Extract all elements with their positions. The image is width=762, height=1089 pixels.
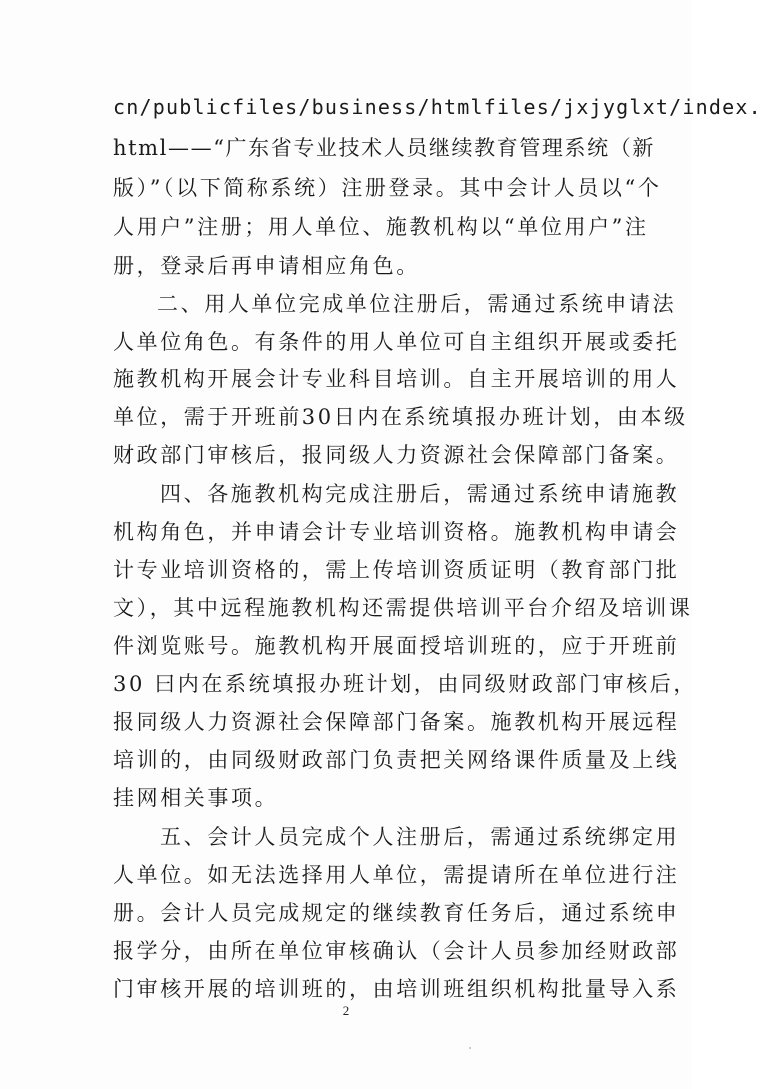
paragraph-5-start: 五、会计人员完成个人注册后，需通过系统绑定用 bbox=[160, 825, 680, 849]
text-line-14: 文），其中远程施教机构还需提供培训平台介绍及培训课 bbox=[113, 596, 693, 620]
paragraph-2-start: 二、用人单位完成单位注册后，需通过系统申请法 bbox=[157, 292, 677, 316]
text-line-21: 人单位。如无法选择用人单位，需提请所在单位进行注 bbox=[113, 863, 680, 887]
text-line-4: 人用户”注册；用人单位、施教机构以“单位用户”注 bbox=[113, 215, 649, 239]
text-line-9: 单位，需于开班前30日内在系统填报办班计划，由本级 bbox=[113, 405, 688, 429]
text-line-12: 机构角色，并申请会计专业培训资格。施教机构申请会 bbox=[113, 520, 680, 544]
text-line-8: 施教机构开展会计专业科目培训。自主开展培训的用人 bbox=[113, 367, 680, 391]
text-line-19: 挂网相关事项。 bbox=[113, 786, 279, 810]
text-line-16: 30 曰内在系统填报办班计划，由同级财政部门审核后， bbox=[113, 672, 697, 696]
scan-speck bbox=[469, 1047, 471, 1049]
text-line-2: html——“广东省专业技术人员继续教育管理系统（新 bbox=[113, 136, 655, 160]
text-line-24: 门审核开展的培训班的，由培训班组织机构批量导入系 bbox=[113, 977, 680, 1001]
paragraph-4-start: 四、各施教机构完成注册后，需通过系统申请施教 bbox=[160, 482, 680, 506]
text-line-18: 培训的，由同级财政部门负责把关网络课件质量及上线 bbox=[113, 748, 680, 772]
page-number: 2 bbox=[342, 1003, 350, 1018]
text-line-10: 财政部门审核后，报同级人力资源社会保障部门备案。 bbox=[113, 443, 680, 467]
text-line-15: 件浏览账号。施教机构开展面授培训班的，应于开班前 bbox=[113, 634, 680, 658]
text-line-1: cn/publicfiles/business/htmlfiles/jxjyglxt/index. bbox=[113, 95, 762, 119]
text-line-5: 册，登录后再申请相应角色。 bbox=[113, 254, 420, 278]
text-line-3: 版）”（以下简称系统）注册登录。其中会计人员以“个 bbox=[113, 176, 662, 200]
text-line-23: 报学分，由所在单位审核确认（会计人员参加经财政部 bbox=[113, 939, 680, 963]
text-line-13: 计专业培训资格的，需上传培训资质证明（教育部门批 bbox=[113, 558, 680, 582]
text-line-7: 人单位角色。有条件的用人单位可自主组织开展或委托 bbox=[113, 330, 680, 354]
text-line-17: 报同级人力资源社会保障部门备案。施教机构开展远程 bbox=[113, 710, 680, 734]
text-line-22: 册。会计人员完成规定的继续教育任务后，通过系统申 bbox=[113, 901, 680, 925]
